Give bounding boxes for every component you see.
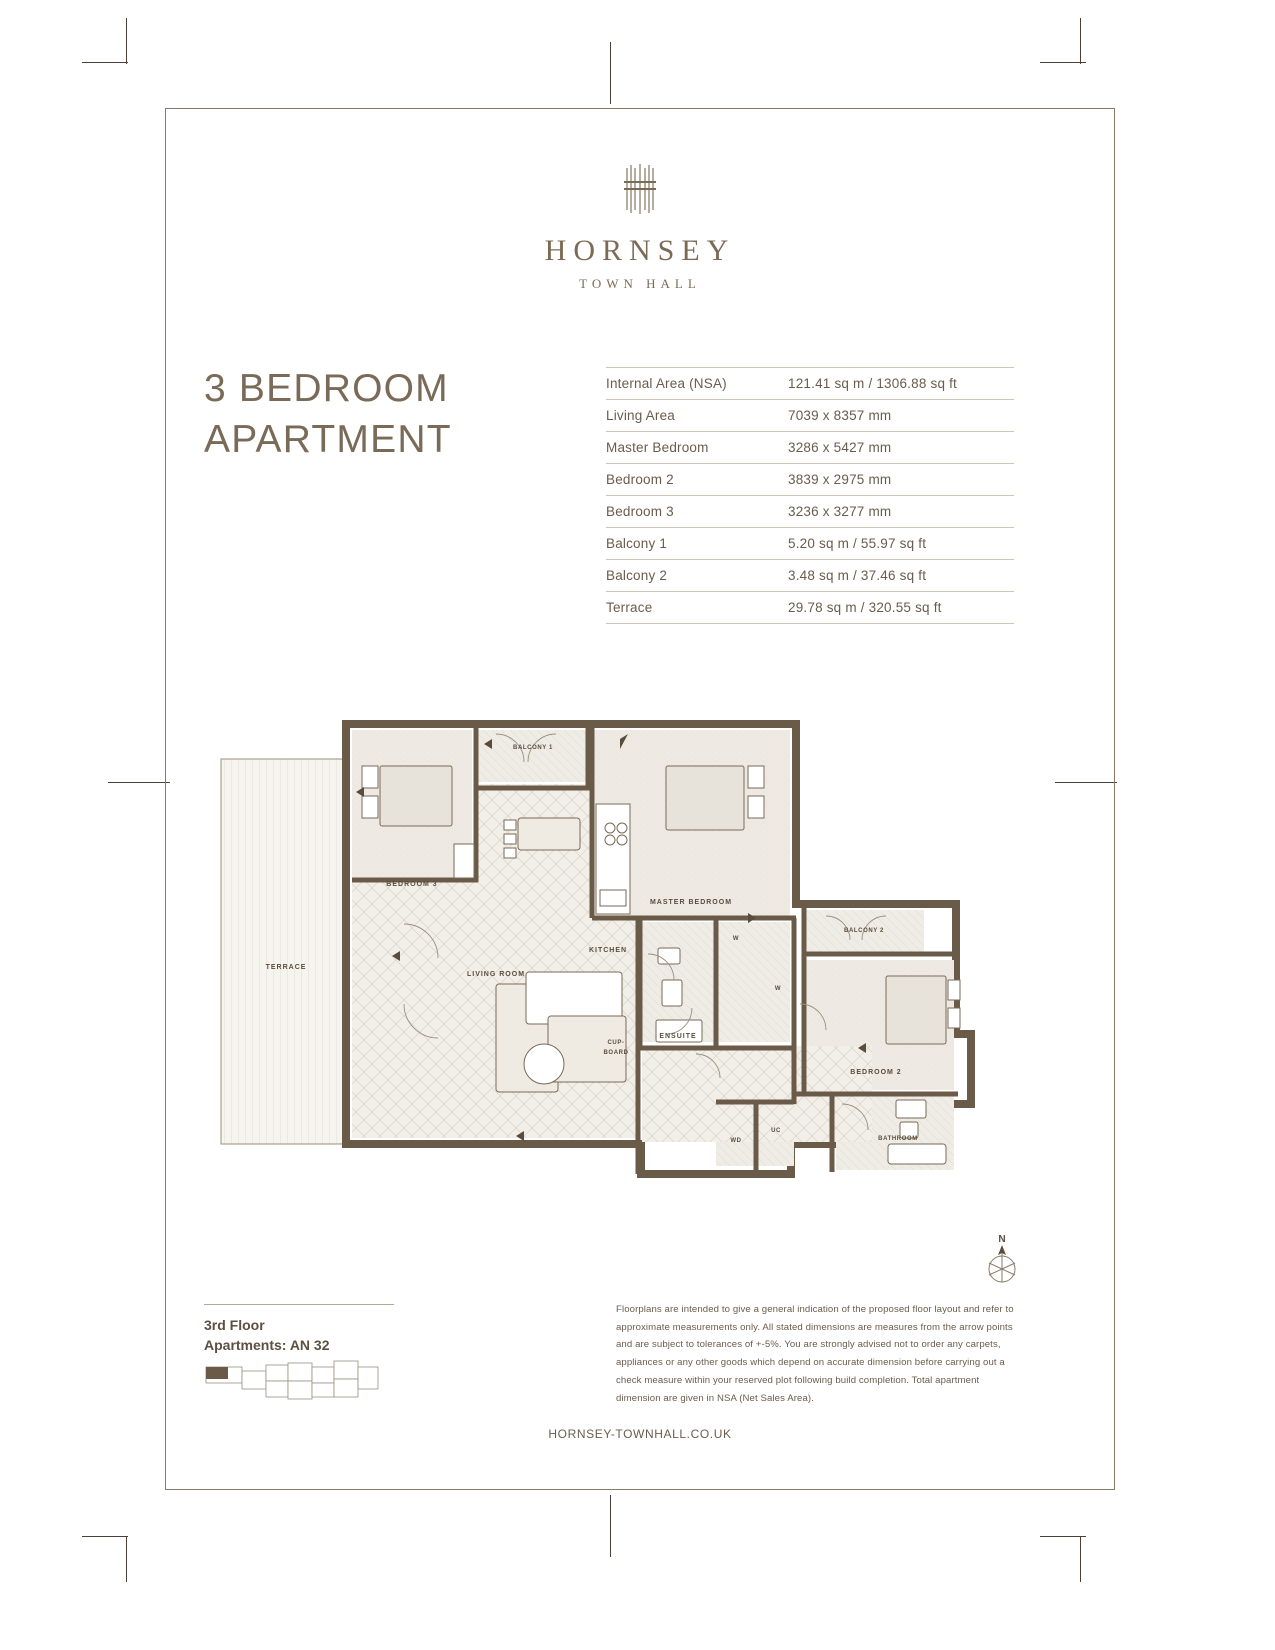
brand-logo — [166, 164, 1114, 292]
plan-room-label-master: MASTER BEDROOM — [649, 899, 733, 906]
table-row — [606, 400, 1014, 432]
key-plan-icon — [204, 1357, 384, 1405]
plan-room-label-balcony2: BALCONY 2 — [844, 928, 884, 934]
crop-mark-bottom-center-v — [610, 1495, 611, 1557]
spec-value: 5.20 sq m / 55.97 sq ft — [788, 536, 927, 551]
table-row — [606, 592, 1014, 624]
plan-room-label-uc: UC — [771, 1128, 781, 1134]
specification-table — [606, 367, 1014, 624]
floor-divider — [204, 1304, 394, 1305]
spec-label: Terrace — [606, 600, 653, 615]
disclaimer-text: Floorplans are intended to give a general indication of the proposed floor layout and refer to approximate measurements only. All stated dimensions are measures from the arrow points and are subject to tolerances of +-5%. You are strongly advised not to order any carpets, appliances or any other goods which depend on accurate dimension before carrying out a check measure within your reserved plot following build completion. Total apartment dimension are given in NSA (Net Sales Area). — [616, 1304, 1014, 1404]
table-row — [606, 368, 1014, 400]
plan-room-label-w2: W — [774, 986, 782, 992]
spec-label: Living Area — [606, 408, 675, 423]
spec-label: Bedroom 3 — [606, 504, 674, 519]
spec-label: Master Bedroom — [606, 440, 709, 455]
crop-mark-mid-left-h — [108, 782, 170, 783]
crop-mark-bottom-left-v — [126, 1536, 127, 1582]
plan-room-label-terrace: TERRACE — [265, 964, 307, 971]
plan-room-label-kitchen: KITCHEN — [588, 947, 628, 954]
plan-room-label-ensuite: ENSUITE — [659, 1033, 697, 1040]
spec-label: Internal Area (NSA) — [606, 376, 727, 391]
spec-value: 121.41 sq m / 1306.88 sq ft — [788, 376, 958, 391]
spec-label: Bedroom 2 — [606, 472, 674, 487]
spec-value: 29.78 sq m / 320.55 sq ft — [788, 600, 942, 615]
crop-mark-top-left-h — [82, 62, 128, 63]
floor-plan — [196, 704, 1086, 1264]
crop-mark-top-right-v — [1080, 18, 1081, 64]
plan-room-label-bedroom2: BEDROOM 2 — [850, 1069, 902, 1076]
table-row — [606, 464, 1014, 496]
plan-room-label-cupboard-1: CUP- — [607, 1040, 625, 1046]
plan-room-label-living: LIVING ROOM — [466, 971, 526, 978]
crop-mark-bottom-right-v — [1080, 1536, 1081, 1582]
brand-name: HORNSEY — [544, 234, 736, 267]
website-url[interactable]: HORNSEY-TOWNHALL.CO.UK — [548, 1427, 732, 1441]
plan-room-label-bedroom3: BEDROOM 3 — [386, 881, 438, 888]
spec-value: 7039 x 8357 mm — [788, 408, 892, 423]
floor-number: 3rd Floor — [204, 1317, 265, 1333]
table-row — [606, 432, 1014, 464]
hornsey-monogram-icon — [617, 164, 663, 216]
page-title — [204, 364, 534, 465]
brand-subtitle: TOWN HALL — [579, 276, 701, 291]
table-row — [606, 560, 1014, 592]
table-row — [606, 496, 1014, 528]
plan-room-label-balcony1: BALCONY 1 — [513, 745, 553, 751]
plan-room-label-cupboard-2: BOARD — [603, 1050, 629, 1056]
crop-mark-top-left-v — [126, 18, 127, 64]
table-row — [606, 528, 1014, 560]
page-title-line2: APARTMENT — [204, 417, 452, 461]
plan-room-label-w1: W — [732, 936, 740, 942]
crop-mark-bottom-left-h — [82, 1536, 128, 1537]
spec-value: 3236 x 3277 mm — [788, 504, 892, 519]
page-frame — [165, 108, 1115, 1490]
spec-value: 3.48 sq m / 37.46 sq ft — [788, 568, 927, 583]
page-title-line1: 3 BEDROOM — [204, 367, 449, 410]
spec-value: 3839 x 2975 mm — [788, 472, 892, 487]
floor-info — [204, 1304, 404, 1356]
spec-value: 3286 x 5427 mm — [788, 440, 892, 455]
compass-label: N — [998, 1234, 1006, 1245]
compass-north-icon — [976, 1231, 1028, 1287]
apartment-number: Apartments: AN 32 — [204, 1337, 330, 1354]
spec-label: Balcony 2 — [606, 568, 668, 583]
plan-room-label-bathroom: BATHROOM — [878, 1136, 918, 1142]
plan-room-label-wd: WD — [730, 1138, 742, 1144]
crop-mark-top-center-v — [610, 42, 611, 104]
plan-room-terrace — [221, 759, 351, 1144]
spec-label: Balcony 1 — [606, 536, 668, 551]
